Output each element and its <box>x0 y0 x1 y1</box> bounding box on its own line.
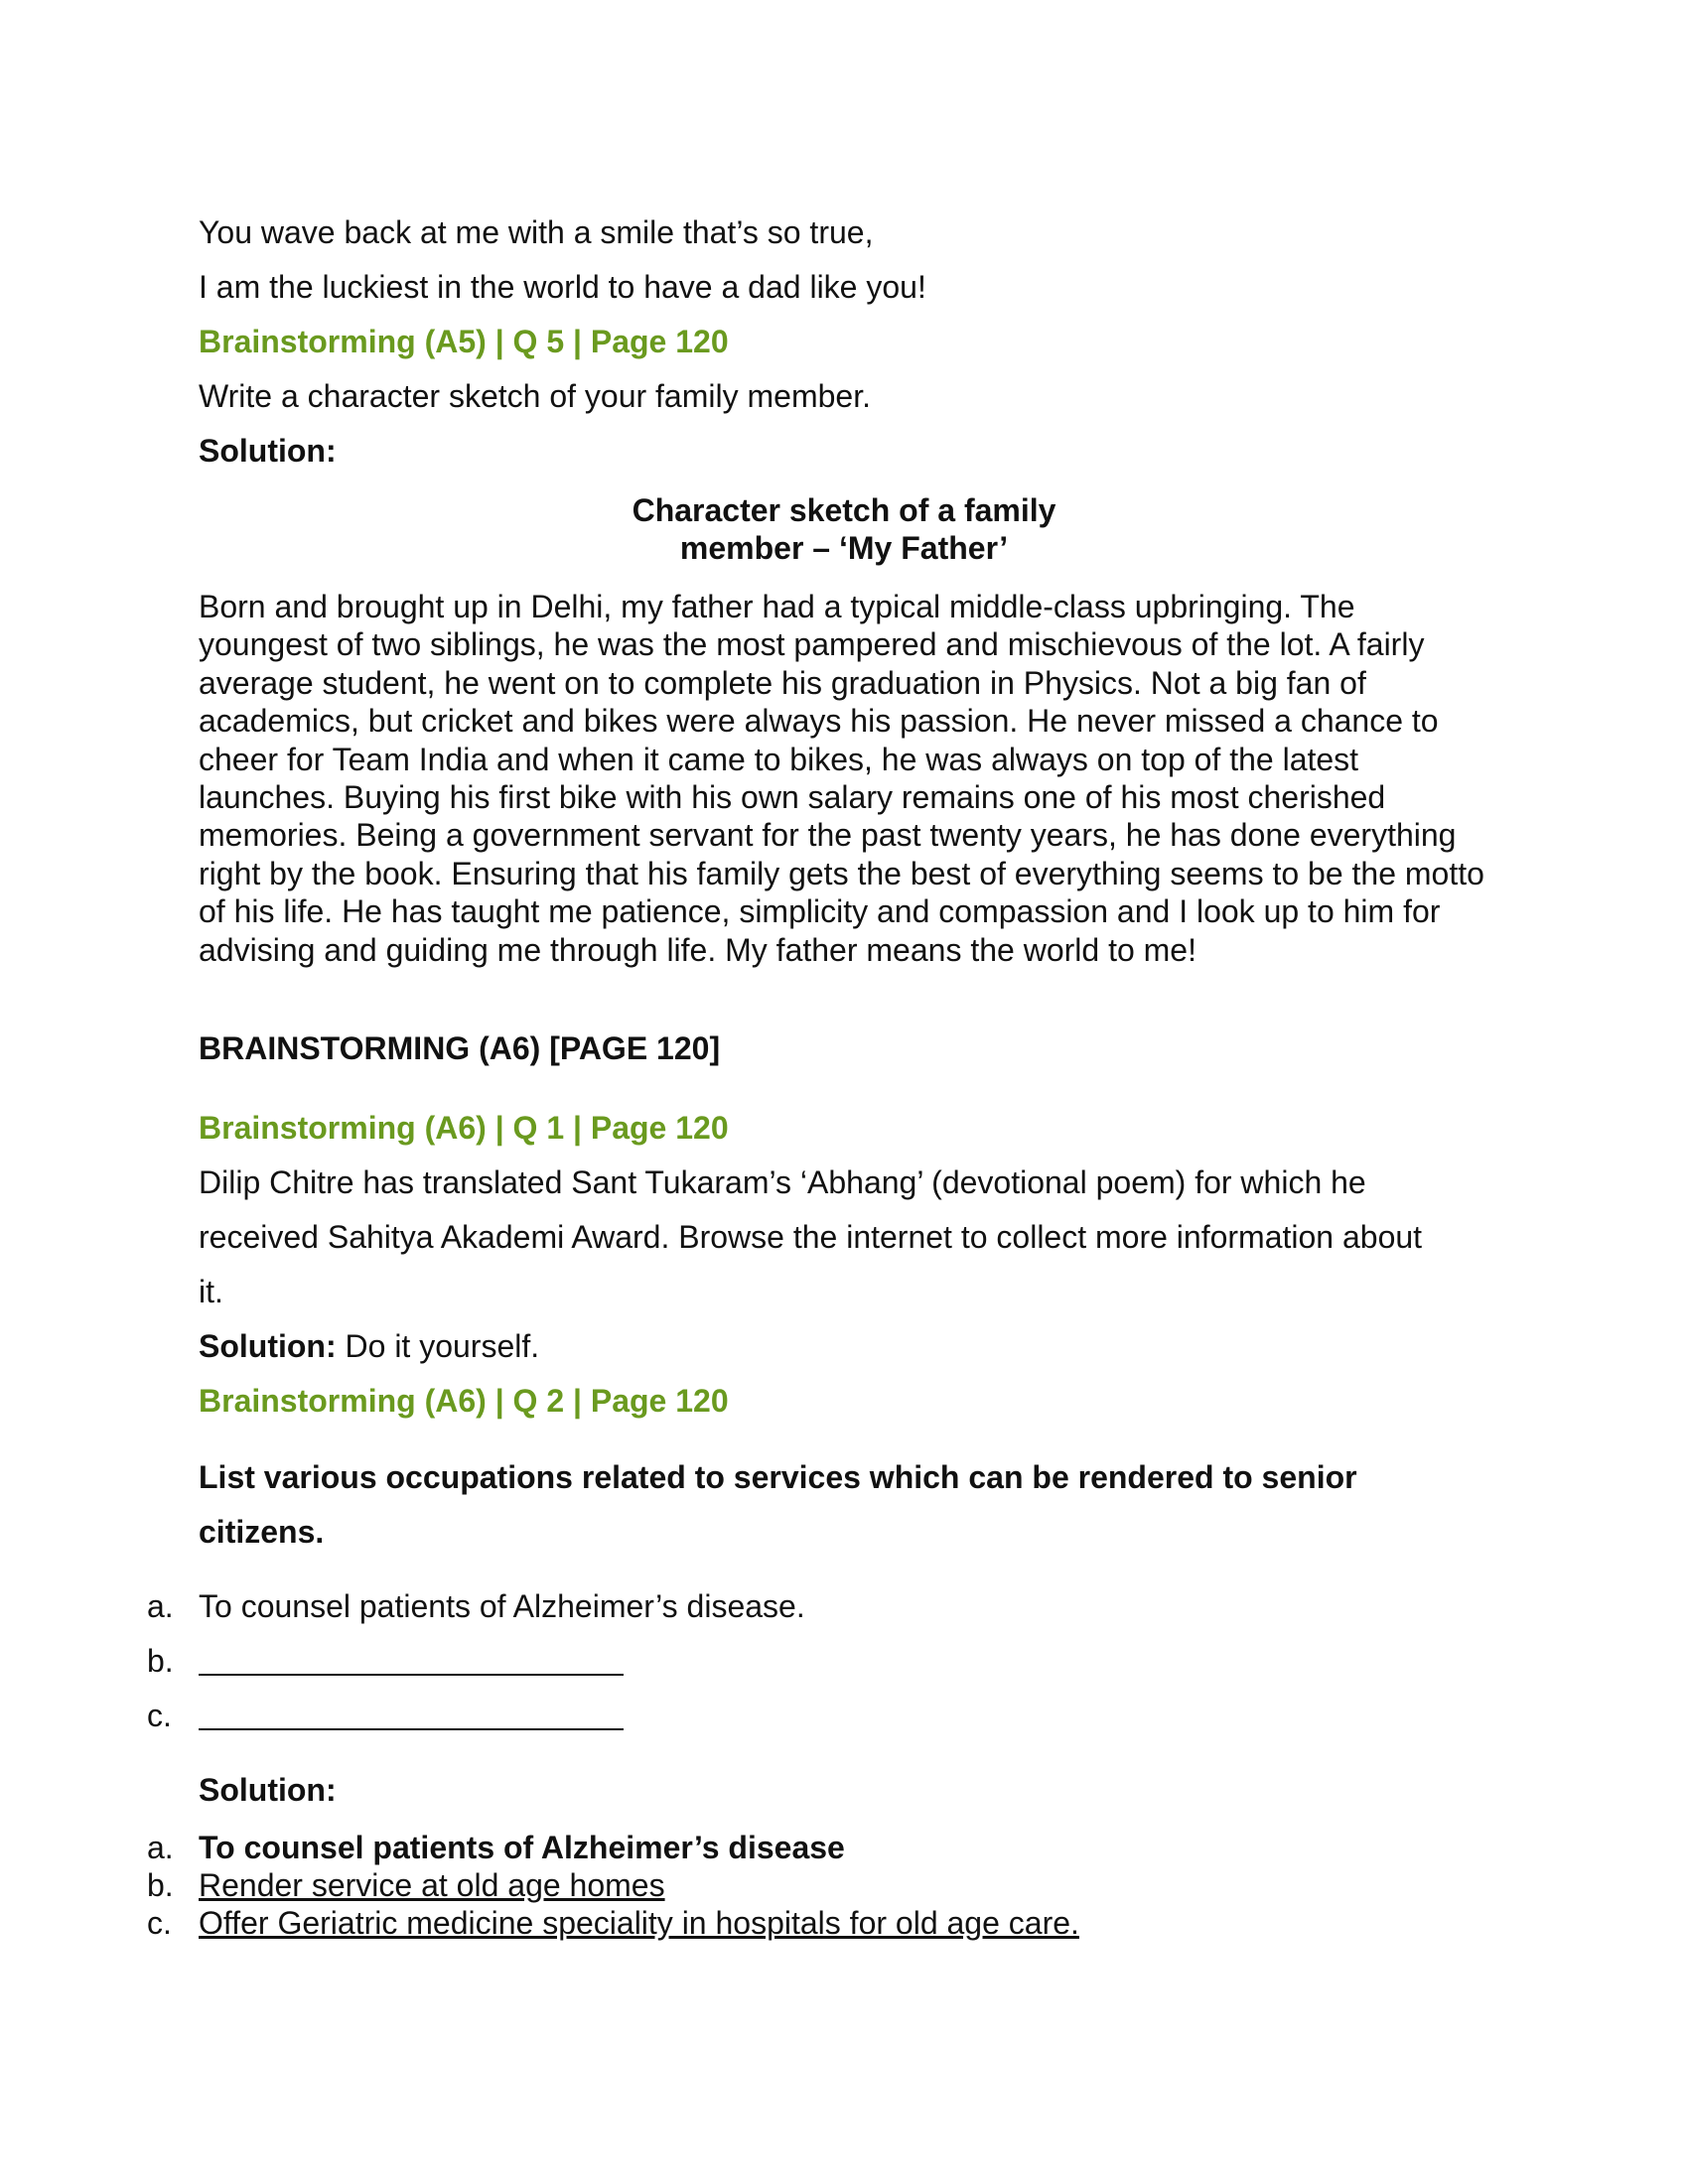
essay-title-line-2: member – ‘My Father’ <box>679 530 1009 566</box>
answer-blank-line <box>199 1728 624 1730</box>
a6q1-question-line-2: received Sahitya Akademi Award. Browse the internet to collect more information about <box>199 1219 1423 1255</box>
section-a6-heading: BRAINSTORMING (A6) [PAGE 120] <box>199 1030 721 1066</box>
answer-item-marker: b. <box>147 1867 174 1903</box>
a6q1-heading: Brainstorming (A6) | Q 1 | Page 120 <box>199 1110 729 1146</box>
a6q1-solution-text: Do it yourself. <box>336 1328 540 1364</box>
list-item-text: To counsel patients of Alzheimer’s disease. <box>199 1588 805 1624</box>
answer-item-marker: c. <box>147 1905 172 1941</box>
poem-line-1: You wave back at me with a smile that’s so true, <box>199 214 874 250</box>
answer-item-marker: a. <box>147 1830 174 1865</box>
poem-line-2: I am the luckiest in the world to have a dad like you! <box>199 269 926 305</box>
a6q2-question-line-2: citizens. <box>199 1514 325 1550</box>
a6q1-question-line-1: Dilip Chitre has translated Sant Tukaram’s ‘Abhang’ (devotional poem) for which he <box>199 1164 1366 1200</box>
essay-body: Born and brought up in Delhi, my father had a typical middle-class upbringing. The youngest of two siblings, he was the most pampered and mischievous of the lot. A fairly average student, he went on to complete his graduation in Physics. Not a big fan of academics, but cricket and bikes were always his passion. He never missed a chance to cheer for Team India and when it came to bikes, he was always on top of the latest launches. Buying his first bike with his own salary remains one of his most cherished memories. Being a government servant for the past twenty years, he has done everything right by the book. Ensuring that his family gets the best of everything seems to be the motto of his life. He has taught me patience, simplicity and compassion and I look up to him for advising and guiding me through life. My father means the world to me! <box>199 589 1484 968</box>
answer-item-text: Offer Geriatric medicine speciality in hospitals for old age care. <box>199 1905 1079 1941</box>
answer-item-text: To counsel patients of Alzheimer’s disease <box>199 1830 845 1865</box>
a6q1-solution-label: Solution: <box>199 1328 337 1364</box>
a6q1-question-line-3: it. <box>199 1274 223 1309</box>
q5-solution-label: Solution: <box>199 433 337 469</box>
list-item-marker: c. <box>147 1698 172 1733</box>
answer-blank-line <box>199 1674 624 1676</box>
q5-heading: Brainstorming (A5) | Q 5 | Page 120 <box>199 324 729 359</box>
list-item-marker: b. <box>147 1643 174 1679</box>
list-item-marker: a. <box>147 1588 174 1624</box>
a6q2-heading: Brainstorming (A6) | Q 2 | Page 120 <box>199 1383 729 1419</box>
q5-question: Write a character sketch of your family member. <box>199 378 871 414</box>
a6q2-question-line-1: List various occupations related to services which can be rendered to senior <box>199 1459 1357 1495</box>
a6q1-solution <box>199 1328 539 1364</box>
a6q2-solution-label: Solution: <box>199 1772 337 1808</box>
essay-title-line-1: Character sketch of a family <box>632 492 1056 528</box>
answer-item-text: Render service at old age homes <box>199 1867 665 1903</box>
